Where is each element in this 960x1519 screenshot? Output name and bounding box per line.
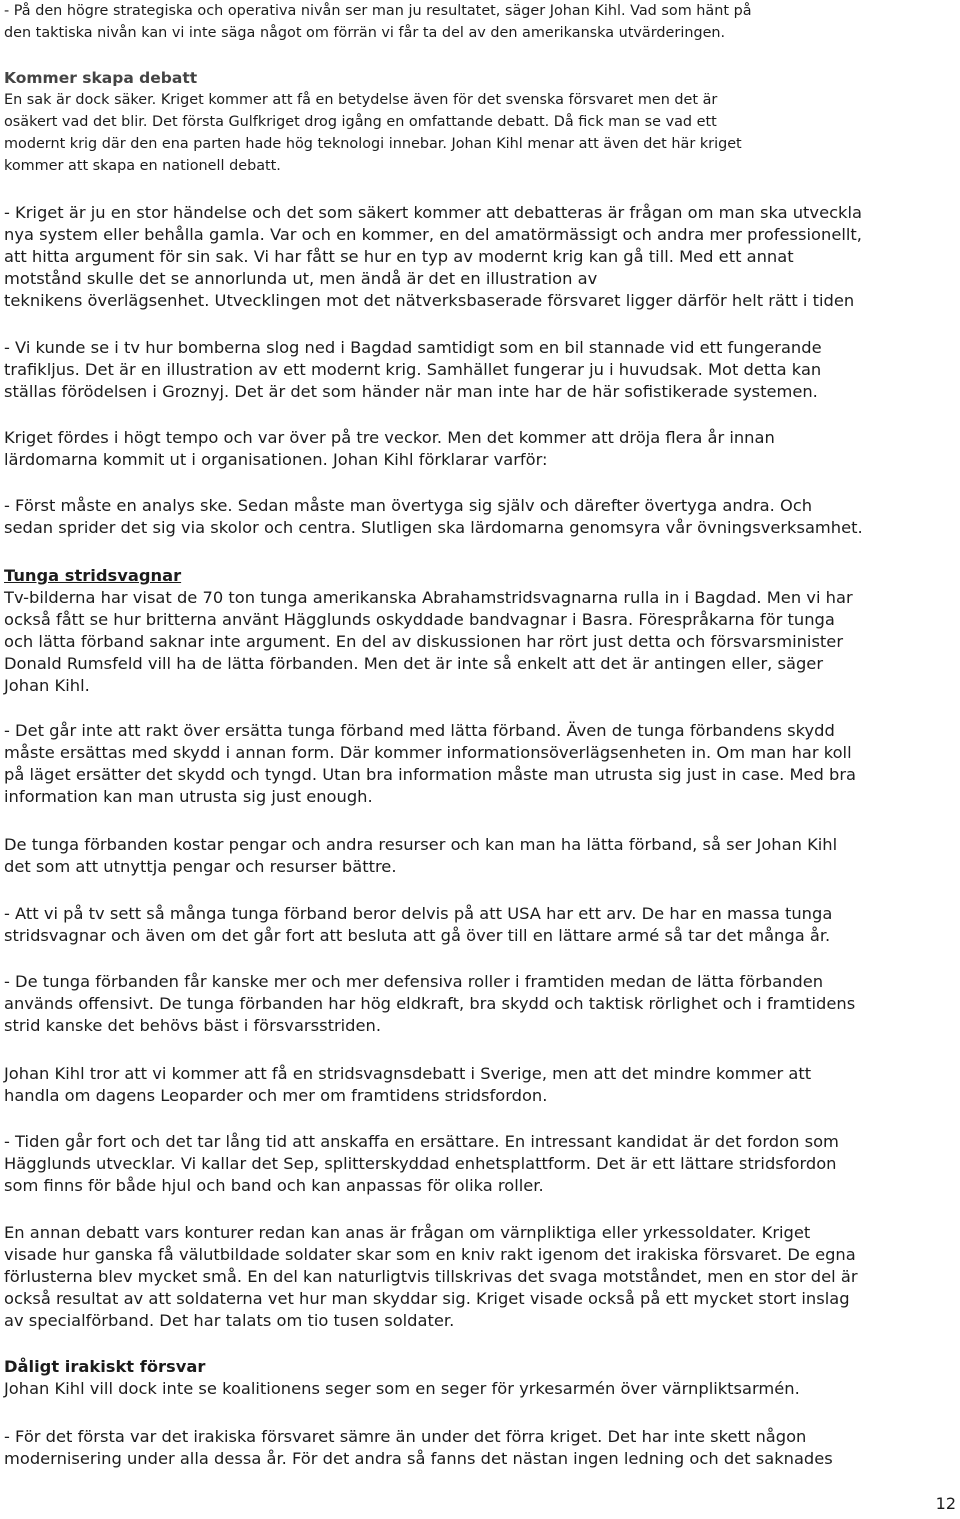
text-line: - Tiden går fort och det tar lång tid att anskaffa en ersättare. En intressant kandidat är det fordon som xyxy=(4,1132,839,1151)
paragraph-koalitionens-seger xyxy=(4,1378,956,1400)
text-line: - Att vi på tv sett så många tunga förband beror delvis på att USA har ett arv. De har en massa tunga xyxy=(4,904,833,923)
text-line: den taktiska nivån kan vi inte säga något om förrän vi får ta del av den amerikanska utvärderingen. xyxy=(4,25,726,41)
text-line: stridsvagnar och även om det går fort att besluta att gå över till en lättare armé så tar det många år. xyxy=(4,926,831,945)
paragraph-irakiska-forsvaret xyxy=(4,1426,956,1470)
paragraph-kostar xyxy=(4,834,956,878)
paragraph-tempo xyxy=(4,427,956,471)
text-line: motstånd skulle det se annorlunda ut, men ändå är det en illustration av xyxy=(4,269,598,288)
text-line: trafikljus. Det är en illustration av ett modernt krig. Samhället fungerar ju i huvudsak. Mot detta kan xyxy=(4,360,822,379)
text-line: sedan sprider det sig via skolor och centra. Slutligen ska lärdomarna genomsyra vår övningsverksamhet. xyxy=(4,518,863,537)
text-line: - De tunga förbanden får kanske mer och mer defensiva roller i framtiden medan de lätta förbanden xyxy=(4,972,824,991)
heading-daligt-irakiskt-forsvar: Dåligt irakiskt försvar xyxy=(4,1357,206,1376)
text-line: De tunga förbanden kostar pengar och andra resurser och kan man ha lätta förband, så ser Johan Kihl xyxy=(4,835,838,854)
heading-kommer-skapa-debatt: Kommer skapa debatt xyxy=(4,69,198,87)
text-line: visade hur ganska få välutbildade soldater skar som en kniv rakt igenom det irakiska försvaret. De egna xyxy=(4,1245,856,1264)
paragraph-analys xyxy=(4,495,956,539)
text-line: - Först måste en analys ske. Sedan måste man övertyga sig själv och därefter övertyga andra. Och xyxy=(4,496,813,515)
text-line: måste ersättas med skydd i annan form. Där kommer informationsöverlägsenheten in. Om man har koll xyxy=(4,743,852,762)
text-line: - På den högre strategiska och operativa nivån ser man ju resultatet, säger Johan Kihl. Vad som hänt på xyxy=(4,3,752,19)
paragraph-bagdad xyxy=(4,337,956,403)
text-line: ställas förödelsen i Groznyj. Det är det som händer när man inte har de här sofistikerade systemen. xyxy=(4,382,818,401)
text-line: - Kriget är ju en stor händelse och det som säkert kommer att debatteras är frågan om man ska utveckla xyxy=(4,203,862,222)
text-line: kommer att skapa en nationell debatt. xyxy=(4,158,281,174)
text-line: används offensivt. De tunga förbanden har hög eldkraft, bra skydd och taktisk rörlighet och i framtidens xyxy=(4,994,856,1013)
paragraph-ersattare xyxy=(4,1131,956,1197)
paragraph-debatt xyxy=(4,89,956,177)
text-line: - För det första var det irakiska försvaret sämre än under det förra kriget. Det har inte skett någon xyxy=(4,1427,807,1446)
paragraph-tv-bilderna xyxy=(4,587,956,697)
text-line: Johan Kihl. xyxy=(4,676,90,695)
text-line: det som att utnyttja pengar och resurser bättre. xyxy=(4,857,397,876)
text-line: modernisering under alla dessa år. För det andra så fanns det nästan ingen ledning och det saknades xyxy=(4,1449,833,1468)
text-line: handla om dagens Leoparder och mer om framtidens stridsfordon. xyxy=(4,1086,548,1105)
text-line: av specialförband. Det har talats om tio tusen soldater. xyxy=(4,1311,455,1330)
text-line: på läget ersätter det skydd och tyngd. Utan bra information måste man utrusta sig just in case. Med bra xyxy=(4,765,857,784)
text-line: - Vi kunde se i tv hur bomberna slog ned i Bagdad samtidigt som en bil stannade vid ett fungerande xyxy=(4,338,822,357)
paragraph-usa-arv xyxy=(4,903,956,947)
text-line: modernt krig där den ena parten hade hög teknologi innebar. Johan Kihl menar att även det här kriget xyxy=(4,136,742,152)
text-line: Kriget fördes i högt tempo och var över på tre veckor. Men det kommer att dröja flera år innan xyxy=(4,428,775,447)
text-line: förlusterna blev mycket små. En del kan naturligtvis tillskrivas det svaga motståndet, men en stor del är xyxy=(4,1267,858,1286)
text-line: Tv-bilderna har visat de 70 ton tunga amerikanska Abrahamstridsvagnarna rulla in i Bagdad. Men vi har xyxy=(4,588,853,607)
text-line: också resultat av att soldaterna vet hur man skyddar sig. Kriget visade också på ett mycket stort inslag xyxy=(4,1289,850,1308)
text-line: som finns för både hjul och band och kan anpassas för olika roller. xyxy=(4,1176,544,1195)
text-line: information kan man utrusta sig just enough. xyxy=(4,787,373,806)
text-line: teknikens överlägsenhet. Utvecklingen mot det nätverksbaserade försvaret ligger därför helt rätt i tiden xyxy=(4,291,855,310)
paragraph-stridsvagnsdebatt xyxy=(4,1063,956,1107)
text-line: Johan Kihl vill dock inte se koalitionens seger som en seger för yrkesarmén över värnpliktsarmén. xyxy=(4,1379,800,1398)
text-line: lärdomarna kommit ut i organisationen. Johan Kihl förklarar varför: xyxy=(4,450,548,469)
text-line: Johan Kihl tror att vi kommer att få en stridsvagnsdebatt i Sverige, men att det mindre kommer att xyxy=(4,1064,812,1083)
heading-tunga-stridsvagnar: Tunga stridsvagnar xyxy=(4,566,182,585)
text-line: Hägglunds utvecklar. Vi kallar det Sep, splitterskyddad enhetsplattform. Det är ett lättare stridsfordon xyxy=(4,1154,837,1173)
page-number: 12 xyxy=(935,1494,956,1513)
text-line: att hitta argument för sin sak. Vi har fått se hur en typ av modernt krig kan gå till. Med ett annat xyxy=(4,247,794,266)
text-line: strid kanske det behövs bäst i försvarsstriden. xyxy=(4,1016,382,1035)
text-line: nya system eller behålla gamla. Var och en kommer, en del amatörmässigt och andra mer professionellt, xyxy=(4,225,862,244)
paragraph-varnpliktiga xyxy=(4,1222,956,1332)
text-line: också fått se hur britterna använt Hägglunds oskyddade bandvagnar i Basra. Förespråkarna för tunga xyxy=(4,610,835,629)
text-line: och lätta förband saknar inte argument. En del av diskussionen har rört just detta och försvarsminister xyxy=(4,632,844,651)
text-line: Donald Rumsfeld vill ha de lätta förbanden. Men det är inte så enkelt att det är antingen eller, säger xyxy=(4,654,824,673)
text-line: En sak är dock säker. Kriget kommer att få en betydelse även för det svenska försvaret men det är xyxy=(4,92,718,108)
text-line: En annan debatt vars konturer redan kan anas är frågan om värnpliktiga eller yrkessoldater. Kriget xyxy=(4,1223,811,1242)
text-line: - Det går inte att rakt över ersätta tunga förband med lätta förband. Även de tunga förbandens skydd xyxy=(4,721,835,740)
intro-paragraph xyxy=(4,0,956,44)
paragraph-defensiva xyxy=(4,971,956,1037)
text-line: osäkert vad det blir. Det första Gulfkriget drog igång en omfattande debatt. Då fick man se vad ett xyxy=(4,114,717,130)
paragraph-kriget-handelse xyxy=(4,202,956,312)
paragraph-ersatta xyxy=(4,720,956,808)
